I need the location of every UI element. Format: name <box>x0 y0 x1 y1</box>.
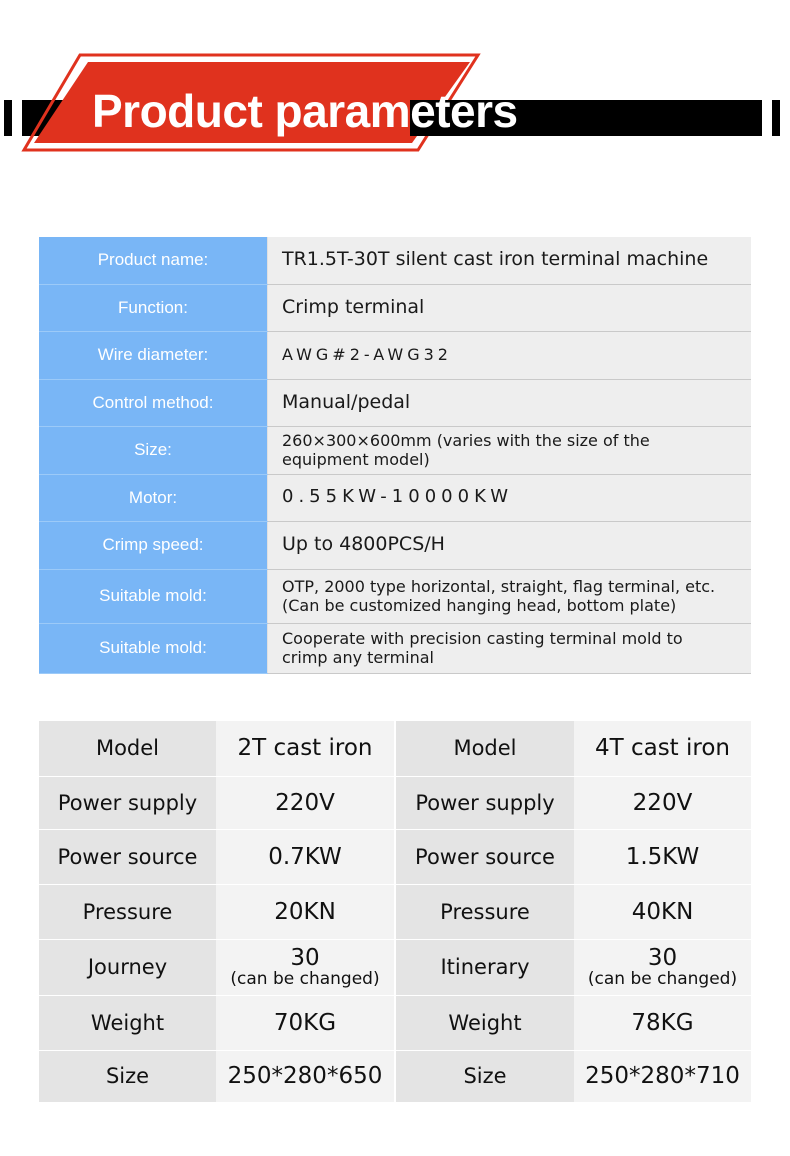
table-row <box>39 426 751 474</box>
spec-label: Control method: <box>39 379 268 426</box>
model-label: Model <box>395 721 574 776</box>
spec-label: Size: <box>39 426 268 474</box>
table-row <box>39 829 751 884</box>
model-label: Model <box>39 721 216 776</box>
table-row <box>39 939 751 995</box>
model-label: Weight <box>39 995 216 1050</box>
model-label: Journey <box>39 939 216 995</box>
model-value <box>216 939 395 995</box>
model-value-note: (can be changed) <box>230 968 380 989</box>
model-value: 250*280*650 <box>216 1050 395 1102</box>
page-title: Product parameters <box>92 85 518 137</box>
spec-value: TR1.5T-30T silent cast iron terminal machine <box>268 237 752 284</box>
model-label: Power source <box>395 829 574 884</box>
spec-label: Wire diameter: <box>39 331 268 379</box>
table-row <box>39 521 751 569</box>
spec-value-line: equipment model) <box>282 450 430 469</box>
model-value: 1.5KW <box>574 829 751 884</box>
model-value: 220V <box>574 776 751 829</box>
model-label: Power supply <box>39 776 216 829</box>
model-value: 2T cast iron <box>216 721 395 776</box>
model-value: 0.7KW <box>216 829 395 884</box>
spec-value: AWG#2-AWG32 <box>268 331 752 379</box>
spec-value-line: (Can be customized hanging head, bottom plate) <box>282 596 677 615</box>
model-value <box>574 939 751 995</box>
model-label: Power supply <box>395 776 574 829</box>
model-value: 220V <box>216 776 395 829</box>
spec-value <box>268 569 752 623</box>
table-row <box>39 331 751 379</box>
model-value: 250*280*710 <box>574 1050 751 1102</box>
spec-label: Suitable mold: <box>39 623 268 673</box>
model-value: 40KN <box>574 884 751 939</box>
model-label: Weight <box>395 995 574 1050</box>
spec-value: Manual/pedal <box>268 379 752 426</box>
table-row <box>39 569 751 623</box>
model-value: 70KG <box>216 995 395 1050</box>
spec-label: Product name: <box>39 237 268 284</box>
table-row <box>39 237 751 284</box>
spec-label: Function: <box>39 284 268 331</box>
model-label: Itinerary <box>395 939 574 995</box>
table-row <box>39 884 751 939</box>
table-row <box>39 1050 751 1102</box>
header-banner <box>0 0 790 200</box>
model-table <box>39 721 751 1103</box>
model-value-main: 30 <box>290 944 320 971</box>
model-label: Size <box>39 1050 216 1102</box>
spec-value-line: Cooperate with precision casting terminal mold to <box>282 628 683 648</box>
table-row <box>39 776 751 829</box>
model-label: Power source <box>39 829 216 884</box>
spec-label: Crimp speed: <box>39 521 268 569</box>
spec-value-line: OTP, 2000 type horizontal, straight, flag terminal, etc. <box>282 576 716 596</box>
spec-value <box>268 426 752 474</box>
spec-value <box>268 623 752 673</box>
table-row <box>39 995 751 1050</box>
model-label: Pressure <box>39 884 216 939</box>
model-value-main: 30 <box>647 944 678 971</box>
model-value: 20KN <box>216 884 395 939</box>
spec-value-line: crimp any terminal <box>282 648 434 667</box>
spec-table <box>39 237 751 674</box>
spec-label: Suitable mold: <box>39 569 268 623</box>
spec-value: Crimp terminal <box>268 284 752 331</box>
spec-value: Up to 4800PCS/H <box>268 521 752 569</box>
model-label: Pressure <box>395 884 574 939</box>
spec-value-line: 260×300×600mm (varies with the size of the <box>282 430 650 450</box>
table-row <box>39 721 751 776</box>
model-label: Size <box>395 1050 574 1102</box>
model-value: 4T cast iron <box>574 721 751 776</box>
spec-value: 0.55KW-10000KW <box>268 474 752 521</box>
table-row <box>39 284 751 331</box>
table-row <box>39 623 751 673</box>
spec-label: Motor: <box>39 474 268 521</box>
table-row <box>39 379 751 426</box>
model-value: 78KG <box>574 995 751 1050</box>
table-row <box>39 474 751 521</box>
model-value-note: (can be changed) <box>587 968 738 989</box>
